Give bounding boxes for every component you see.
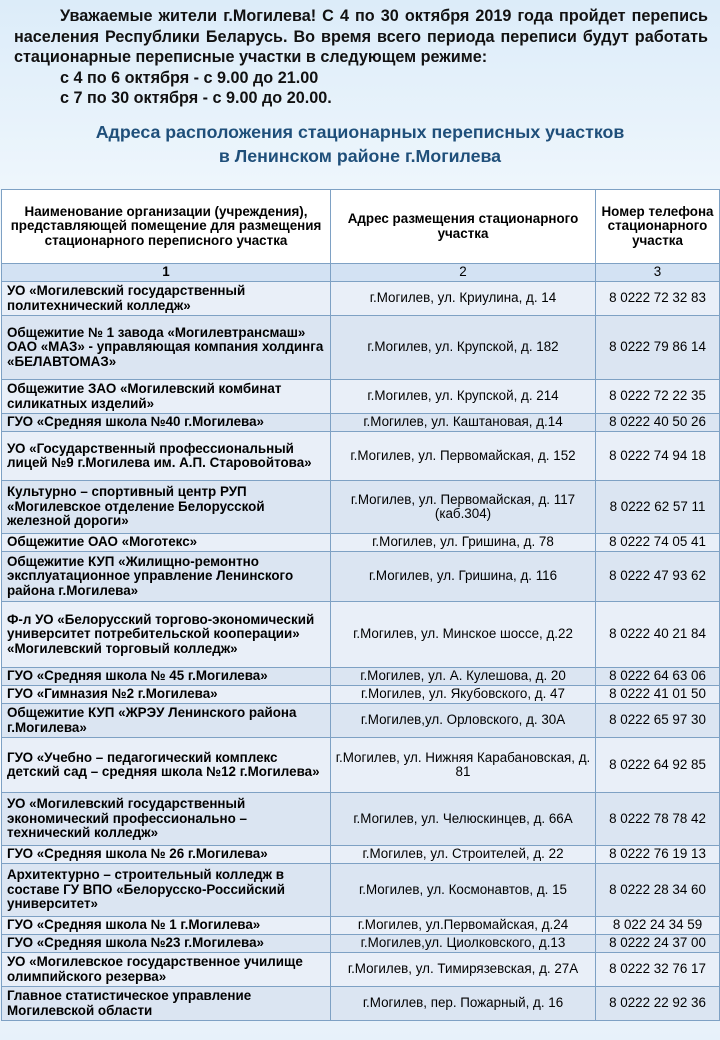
- table-row: [2, 793, 720, 846]
- phone-cell: 8 0222 65 97 30: [596, 704, 720, 738]
- address-cell: г.Могилев, ул. Якубовского, д. 47: [331, 686, 596, 704]
- schedule-line: с 7 по 30 октября - с 9.00 до 20.00.: [60, 89, 332, 107]
- organization-cell: Архитектурно – строительный колледж в составе ГУ ВПО «Белорусско-Российский университет»: [2, 864, 331, 917]
- organization-cell: УО «Могилевский государственный экономический профессионально – технический колледж»: [2, 793, 331, 846]
- address-cell: г.Могилев, ул. Минское шоссе, д.22: [331, 602, 596, 668]
- table-row: [2, 282, 720, 316]
- column-header-address: Адрес размещения стационарного участка: [331, 190, 596, 264]
- organization-cell: УО «Могилевское государственное училище олимпийского резерва»: [2, 953, 331, 987]
- table-row: [2, 534, 720, 552]
- column-header-organization: Наименование организации (учреждения), представляющей помещение для размещения стационарного переписного участка: [2, 190, 331, 264]
- table-row: [2, 846, 720, 864]
- phone-cell: 8 0222 24 37 00: [596, 935, 720, 953]
- phone-cell: 8 0222 72 22 35: [596, 380, 720, 414]
- address-cell: г.Могилев, ул. Каштановая, д.14: [331, 414, 596, 432]
- address-cell: г.Могилев, ул. Первомайская, д. 117 (каб.304): [331, 481, 596, 534]
- phone-cell: 8 0222 62 57 11: [596, 481, 720, 534]
- phone-cell: 8 0222 64 63 06: [596, 668, 720, 686]
- table-row: [2, 602, 720, 668]
- phone-cell: 8 0222 76 19 13: [596, 846, 720, 864]
- table-row: [2, 935, 720, 953]
- address-cell: г.Могилев, ул. Первомайская, д. 152: [331, 432, 596, 481]
- table-row: [2, 704, 720, 738]
- address-cell: г.Могилев, ул. Крупской, д. 182: [331, 316, 596, 380]
- address-cell: г.Могилев, ул. Челюскинцев, д. 66А: [331, 793, 596, 846]
- organization-cell: Общежитие ОАО «Моготекс»: [2, 534, 331, 552]
- phone-cell: 8 0222 72 32 83: [596, 282, 720, 316]
- organization-cell: ГУО «Средняя школа № 26 г.Могилева»: [2, 846, 331, 864]
- column-number: 2: [331, 264, 596, 282]
- address-cell: г.Могилев,ул. Циолковского, д.13: [331, 935, 596, 953]
- phone-cell: 8 0222 40 50 26: [596, 414, 720, 432]
- census-sites-table: [1, 189, 720, 1021]
- organization-cell: Общежитие № 1 завода «Могилевтрансмаш» ОАО «МАЗ» - управляющая компания холдинга «БЕЛАВТОМАЗ»: [2, 316, 331, 380]
- table-row: [2, 917, 720, 935]
- organization-cell: УО «Государственный профессиональный лицей №9 г.Могилева им. А.П. Старовойтова»: [2, 432, 331, 481]
- organization-cell: Общежитие КУП «ЖРЭУ Ленинского района г.Могилева»: [2, 704, 331, 738]
- column-header-phone: Номер телефона стационарного участка: [596, 190, 720, 264]
- organization-cell: Культурно – спортивный центр РУП «Могилевское отделение Белорусской железной дороги»: [2, 481, 331, 534]
- organization-cell: Общежитие КУП «Жилищно-ремонтно эксплуатационное управление Ленинского района г.Могилева»: [2, 552, 331, 602]
- phone-cell: 8 0222 64 92 85: [596, 738, 720, 793]
- address-cell: г.Могилев, ул. Тимирязевская, д. 27А: [331, 953, 596, 987]
- address-cell: г.Могилев, ул. Криулина, д. 14: [331, 282, 596, 316]
- address-cell: г.Могилев, ул. Гришина, д. 116: [331, 552, 596, 602]
- address-cell: г.Могилев, ул.Первомайская, д.24: [331, 917, 596, 935]
- phone-cell: 8 0222 41 01 50: [596, 686, 720, 704]
- table-row: [2, 414, 720, 432]
- organization-cell: Главное статистическое управление Могилевской области: [2, 987, 331, 1021]
- address-cell: г.Могилев, ул. Строителей, д. 22: [331, 846, 596, 864]
- phone-cell: 8 0222 40 21 84: [596, 602, 720, 668]
- organization-cell: ГУО «Средняя школа №40 г.Могилева»: [2, 414, 331, 432]
- phone-cell: 8 0222 32 76 17: [596, 953, 720, 987]
- schedule-line: с 4 по 6 октября - с 9.00 до 21.00: [60, 68, 319, 87]
- table-row: [2, 738, 720, 793]
- table-row: [2, 686, 720, 704]
- table-row: [2, 864, 720, 917]
- table-row: [2, 481, 720, 534]
- table-row: [2, 552, 720, 602]
- organization-cell: ГУО «Средняя школа № 45 г.Могилева»: [2, 668, 331, 686]
- table-row: [2, 432, 720, 481]
- address-cell: г.Могилев, ул. Космонавтов, д. 15: [331, 864, 596, 917]
- address-cell: г.Могилев,ул. Орловского, д. 30А: [331, 704, 596, 738]
- column-number: 3: [596, 264, 720, 282]
- intro-paragraph: Уважаемые жители г.Могилева! С 4 по 30 октября 2019 года пройдет перепись населения Республики Беларусь. Во время всего периода переписи будут работать стационарные переписные участки в следующем режиме:: [14, 7, 708, 66]
- title-line-2: в Ленинском районе г.Могилева: [218, 146, 502, 166]
- address-cell: г.Могилев, ул. Нижняя Карабановская, д. 81: [331, 738, 596, 793]
- phone-cell: 8 0222 79 86 14: [596, 316, 720, 380]
- phone-cell: 8 0222 28 34 60: [596, 864, 720, 917]
- table-row: [2, 380, 720, 414]
- phone-cell: 8 022 24 34 59: [596, 917, 720, 935]
- phone-cell: 8 0222 74 05 41: [596, 534, 720, 552]
- address-cell: г.Могилев, ул. Крупской, д. 214: [331, 380, 596, 414]
- address-cell: г.Могилев, пер. Пожарный, д. 16: [331, 987, 596, 1021]
- table-row: [2, 316, 720, 380]
- intro-notice: [14, 6, 708, 109]
- address-cell: г.Могилев, ул. А. Кулешова, д. 20: [331, 668, 596, 686]
- organization-cell: УО «Могилевский государственный политехнический колледж»: [2, 282, 331, 316]
- organization-cell: ГУО «Средняя школа № 1 г.Могилева»: [2, 917, 331, 935]
- organization-cell: ГУО «Гимназия №2 г.Могилева»: [2, 686, 331, 704]
- phone-cell: 8 0222 47 93 62: [596, 552, 720, 602]
- organization-cell: ГУО «Средняя школа №23 г.Могилева»: [2, 935, 331, 953]
- table-row: [2, 987, 720, 1021]
- phone-cell: 8 0222 78 78 42: [596, 793, 720, 846]
- title-line-1: Адреса расположения стационарных переписных участков: [95, 122, 625, 142]
- table-row: [2, 953, 720, 987]
- column-number: 1: [2, 264, 331, 282]
- phone-cell: 8 0222 74 94 18: [596, 432, 720, 481]
- address-cell: г.Могилев, ул. Гришина, д. 78: [331, 534, 596, 552]
- phone-cell: 8 0222 22 92 36: [596, 987, 720, 1021]
- organization-cell: ГУО «Учебно – педагогический комплекс детский сад – средняя школа №12 г.Могилева»: [2, 738, 331, 793]
- organization-cell: Ф-л УО «Белорусский торгово-экономический университет потребительской кооперации» «Могилевский торговый колледж»: [2, 602, 331, 668]
- organization-cell: Общежитие ЗАО «Могилевский комбинат силикатных изделий»: [2, 380, 331, 414]
- page-title: [0, 120, 720, 168]
- table-row: [2, 668, 720, 686]
